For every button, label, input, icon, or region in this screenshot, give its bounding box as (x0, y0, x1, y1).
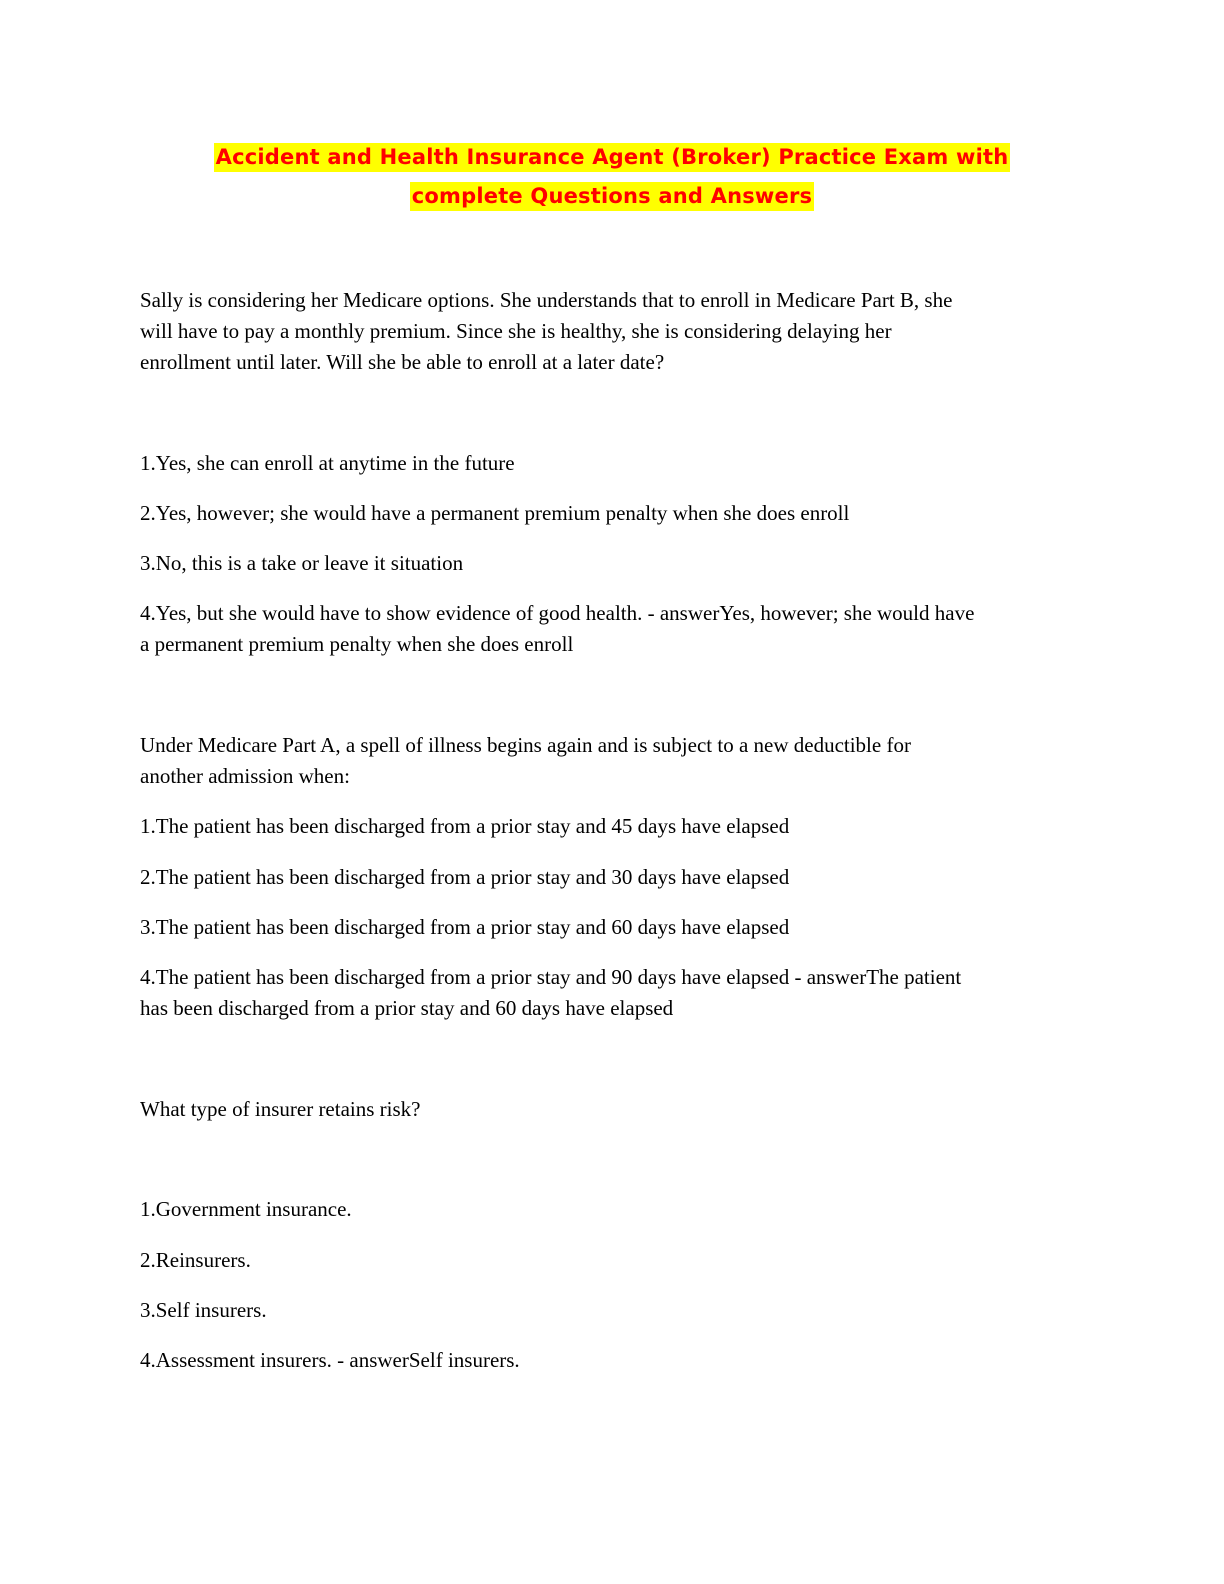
question-2-option-4-line-1: 4.The patient has been discharged from a prior stay and 90 days have elapsed - answerThe patient (140, 965, 962, 989)
question-1-option-1: 1.Yes, she can enroll at anytime in the future (140, 451, 515, 475)
question-3-option-4: 4.Assessment insurers. - answerSelf insurers. (140, 1348, 520, 1372)
document-title-line-1: Accident and Health Insurance Agent (Broker) Practice Exam with (0, 142, 1224, 172)
question-2-option-3: 3.The patient has been discharged from a prior stay and 60 days have elapsed (140, 915, 790, 939)
question-1-option-4-line-2: a permanent premium penalty when she does enroll (140, 632, 574, 656)
question-2-text-line-1: Under Medicare Part A, a spell of illness begins again and is subject to a new deductible for (140, 733, 911, 757)
question-1-option-4-line-1: 4.Yes, but she would have to show evidence of good health. - answerYes, however; she would have (140, 601, 975, 625)
question-1-text-line-1: Sally is considering her Medicare options. She understands that to enroll in Medicare Part B, she (140, 288, 953, 312)
question-3-text-line-1: What type of insurer retains risk? (140, 1097, 421, 1121)
question-1-text-line-2: will have to pay a monthly premium. Since she is healthy, she is considering delaying her (140, 319, 892, 343)
question-3-option-3: 3.Self insurers. (140, 1298, 267, 1322)
question-1-text-line-3: enrollment until later. Will she be able to enroll at a later date? (140, 350, 665, 374)
document-title-line-2: complete Questions and Answers (0, 181, 1224, 211)
question-2-option-4-line-2: has been discharged from a prior stay and 60 days have elapsed (140, 996, 674, 1020)
question-1-option-3: 3.No, this is a take or leave it situation (140, 551, 464, 575)
question-2-text-line-2: another admission when: (140, 764, 350, 788)
question-1-option-2: 2.Yes, however; she would have a permanent premium penalty when she does enroll (140, 501, 850, 525)
question-3-option-1: 1.Government insurance. (140, 1197, 352, 1221)
question-2-option-1: 1.The patient has been discharged from a prior stay and 45 days have elapsed (140, 814, 790, 838)
question-2-option-2: 2.The patient has been discharged from a prior stay and 30 days have elapsed (140, 865, 790, 889)
question-3-option-2: 2.Reinsurers. (140, 1248, 251, 1272)
